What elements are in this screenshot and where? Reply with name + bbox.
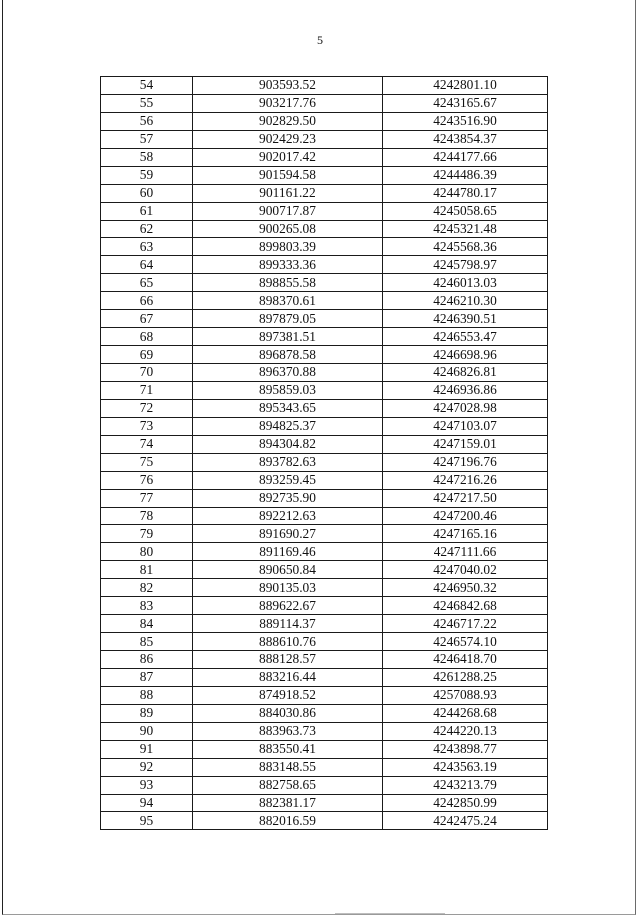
y-coordinate-cell: 4246390.51	[383, 310, 548, 328]
x-coordinate-cell: 895343.65	[193, 399, 383, 417]
point-number-cell: 67	[101, 310, 193, 328]
table-row	[101, 184, 548, 202]
y-coordinate-cell: 4244268.68	[383, 704, 548, 722]
point-number-cell: 70	[101, 364, 193, 382]
y-coordinate-cell: 4244486.39	[383, 166, 548, 184]
x-coordinate-cell: 897381.51	[193, 328, 383, 346]
point-number-cell: 75	[101, 453, 193, 471]
point-number-cell: 71	[101, 381, 193, 399]
x-coordinate-cell: 883148.55	[193, 758, 383, 776]
table-row	[101, 435, 548, 453]
y-coordinate-cell: 4246013.03	[383, 274, 548, 292]
point-number-cell: 89	[101, 704, 193, 722]
y-coordinate-cell: 4243563.19	[383, 758, 548, 776]
y-coordinate-cell: 4243516.90	[383, 112, 548, 130]
y-coordinate-cell: 4245321.48	[383, 220, 548, 238]
table-row	[101, 256, 548, 274]
x-coordinate-cell: 883216.44	[193, 668, 383, 686]
point-number-cell: 85	[101, 633, 193, 651]
x-coordinate-cell: 889622.67	[193, 597, 383, 615]
x-coordinate-cell: 903593.52	[193, 77, 383, 95]
y-coordinate-cell: 4247111.66	[383, 543, 548, 561]
table-row	[101, 561, 548, 579]
point-number-cell: 86	[101, 651, 193, 669]
x-coordinate-cell: 895859.03	[193, 381, 383, 399]
x-coordinate-cell: 883963.73	[193, 722, 383, 740]
table-row	[101, 633, 548, 651]
table-row	[101, 381, 548, 399]
point-number-cell: 58	[101, 148, 193, 166]
y-coordinate-cell: 4243898.77	[383, 740, 548, 758]
point-number-cell: 93	[101, 776, 193, 794]
x-coordinate-cell: 894825.37	[193, 417, 383, 435]
point-number-cell: 77	[101, 489, 193, 507]
point-number-cell: 84	[101, 615, 193, 633]
table-row	[101, 148, 548, 166]
point-number-cell: 95	[101, 812, 193, 830]
x-coordinate-cell: 897879.05	[193, 310, 383, 328]
y-coordinate-cell: 4244780.17	[383, 184, 548, 202]
x-coordinate-cell: 898855.58	[193, 274, 383, 292]
table-row	[101, 471, 548, 489]
y-coordinate-cell: 4247040.02	[383, 561, 548, 579]
x-coordinate-cell: 899333.36	[193, 256, 383, 274]
table-row	[101, 812, 548, 830]
x-coordinate-cell: 893259.45	[193, 471, 383, 489]
x-coordinate-cell: 884030.86	[193, 704, 383, 722]
point-number-cell: 64	[101, 256, 193, 274]
table-row	[101, 543, 548, 561]
x-coordinate-cell: 898370.61	[193, 292, 383, 310]
x-coordinate-cell: 901161.22	[193, 184, 383, 202]
y-coordinate-cell: 4246553.47	[383, 328, 548, 346]
y-coordinate-cell: 4246826.81	[383, 364, 548, 382]
table-row	[101, 722, 548, 740]
y-coordinate-cell: 4247165.16	[383, 525, 548, 543]
x-coordinate-cell: 900717.87	[193, 202, 383, 220]
y-coordinate-cell: 4247103.07	[383, 417, 548, 435]
point-number-cell: 56	[101, 112, 193, 130]
table-row	[101, 668, 548, 686]
x-coordinate-cell: 902829.50	[193, 112, 383, 130]
x-coordinate-cell: 896878.58	[193, 346, 383, 364]
point-number-cell: 76	[101, 471, 193, 489]
point-number-cell: 62	[101, 220, 193, 238]
x-coordinate-cell: 892735.90	[193, 489, 383, 507]
table-row	[101, 130, 548, 148]
table-row	[101, 417, 548, 435]
y-coordinate-cell: 4261288.25	[383, 668, 548, 686]
x-coordinate-cell: 882016.59	[193, 812, 383, 830]
x-coordinate-cell: 882381.17	[193, 794, 383, 812]
y-coordinate-cell: 4257088.93	[383, 686, 548, 704]
x-coordinate-cell: 899803.39	[193, 238, 383, 256]
table-row	[101, 453, 548, 471]
point-number-cell: 66	[101, 292, 193, 310]
point-number-cell: 61	[101, 202, 193, 220]
point-number-cell: 78	[101, 507, 193, 525]
y-coordinate-cell: 4246950.32	[383, 579, 548, 597]
point-number-cell: 79	[101, 525, 193, 543]
x-coordinate-cell: 891690.27	[193, 525, 383, 543]
point-number-cell: 65	[101, 274, 193, 292]
table-row	[101, 615, 548, 633]
table-row	[101, 686, 548, 704]
point-number-cell: 88	[101, 686, 193, 704]
point-number-cell: 73	[101, 417, 193, 435]
table-row	[101, 310, 548, 328]
point-number-cell: 55	[101, 94, 193, 112]
table-row	[101, 489, 548, 507]
table-row	[101, 328, 548, 346]
y-coordinate-cell: 4243165.67	[383, 94, 548, 112]
point-number-cell: 60	[101, 184, 193, 202]
point-number-cell: 57	[101, 130, 193, 148]
x-coordinate-cell: 882758.65	[193, 776, 383, 794]
y-coordinate-cell: 4244220.13	[383, 722, 548, 740]
point-number-cell: 87	[101, 668, 193, 686]
table-row	[101, 112, 548, 130]
point-number-cell: 80	[101, 543, 193, 561]
y-coordinate-cell: 4245058.65	[383, 202, 548, 220]
point-number-cell: 69	[101, 346, 193, 364]
y-coordinate-cell: 4242850.99	[383, 794, 548, 812]
y-coordinate-cell: 4247028.98	[383, 399, 548, 417]
y-coordinate-cell: 4246210.30	[383, 292, 548, 310]
table-row	[101, 579, 548, 597]
table-row	[101, 776, 548, 794]
point-number-cell: 72	[101, 399, 193, 417]
table-row	[101, 507, 548, 525]
y-coordinate-cell: 4244177.66	[383, 148, 548, 166]
table-row	[101, 704, 548, 722]
x-coordinate-cell: 893782.63	[193, 453, 383, 471]
y-coordinate-cell: 4247216.26	[383, 471, 548, 489]
x-coordinate-cell: 892212.63	[193, 507, 383, 525]
table-row	[101, 94, 548, 112]
point-number-cell: 94	[101, 794, 193, 812]
point-number-cell: 82	[101, 579, 193, 597]
table-row	[101, 740, 548, 758]
table-row	[101, 525, 548, 543]
x-coordinate-cell: 894304.82	[193, 435, 383, 453]
x-coordinate-cell: 874918.52	[193, 686, 383, 704]
point-number-cell: 54	[101, 77, 193, 95]
page-number: 5	[317, 33, 323, 47]
table-row	[101, 651, 548, 669]
y-coordinate-cell: 4242801.10	[383, 77, 548, 95]
table-row	[101, 758, 548, 776]
table-row	[101, 346, 548, 364]
table-row	[101, 202, 548, 220]
y-coordinate-cell: 4243213.79	[383, 776, 548, 794]
y-coordinate-cell: 4242475.24	[383, 812, 548, 830]
x-coordinate-cell: 891169.46	[193, 543, 383, 561]
table-row	[101, 399, 548, 417]
y-coordinate-cell: 4245568.36	[383, 238, 548, 256]
x-coordinate-cell: 903217.76	[193, 94, 383, 112]
y-coordinate-cell: 4246574.10	[383, 633, 548, 651]
x-coordinate-cell: 890650.84	[193, 561, 383, 579]
x-coordinate-cell: 890135.03	[193, 579, 383, 597]
y-coordinate-cell: 4246936.86	[383, 381, 548, 399]
y-coordinate-cell: 4246418.70	[383, 651, 548, 669]
point-number-cell: 83	[101, 597, 193, 615]
y-coordinate-cell: 4247200.46	[383, 507, 548, 525]
point-number-cell: 68	[101, 328, 193, 346]
x-coordinate-cell: 896370.88	[193, 364, 383, 382]
point-number-cell: 59	[101, 166, 193, 184]
coordinates-table-body	[101, 77, 548, 830]
x-coordinate-cell: 902429.23	[193, 130, 383, 148]
point-number-cell: 90	[101, 722, 193, 740]
y-coordinate-cell: 4246717.22	[383, 615, 548, 633]
y-coordinate-cell: 4246698.96	[383, 346, 548, 364]
y-coordinate-cell: 4243854.37	[383, 130, 548, 148]
x-coordinate-cell: 888610.76	[193, 633, 383, 651]
table-row	[101, 364, 548, 382]
table-row	[101, 220, 548, 238]
table-row	[101, 238, 548, 256]
table-row	[101, 166, 548, 184]
point-number-cell: 92	[101, 758, 193, 776]
x-coordinate-cell: 900265.08	[193, 220, 383, 238]
table-row	[101, 274, 548, 292]
point-number-cell: 91	[101, 740, 193, 758]
x-coordinate-cell: 901594.58	[193, 166, 383, 184]
y-coordinate-cell: 4245798.97	[383, 256, 548, 274]
scan-artifact-line	[335, 913, 445, 914]
y-coordinate-cell: 4247196.76	[383, 453, 548, 471]
x-coordinate-cell: 883550.41	[193, 740, 383, 758]
y-coordinate-cell: 4247159.01	[383, 435, 548, 453]
coordinates-table	[100, 76, 548, 830]
point-number-cell: 81	[101, 561, 193, 579]
x-coordinate-cell: 902017.42	[193, 148, 383, 166]
point-number-cell: 63	[101, 238, 193, 256]
y-coordinate-cell: 4247217.50	[383, 489, 548, 507]
x-coordinate-cell: 888128.57	[193, 651, 383, 669]
x-coordinate-cell: 889114.37	[193, 615, 383, 633]
y-coordinate-cell: 4246842.68	[383, 597, 548, 615]
point-number-cell: 74	[101, 435, 193, 453]
table-row	[101, 794, 548, 812]
table-row	[101, 77, 548, 95]
table-row	[101, 292, 548, 310]
table-row	[101, 597, 548, 615]
